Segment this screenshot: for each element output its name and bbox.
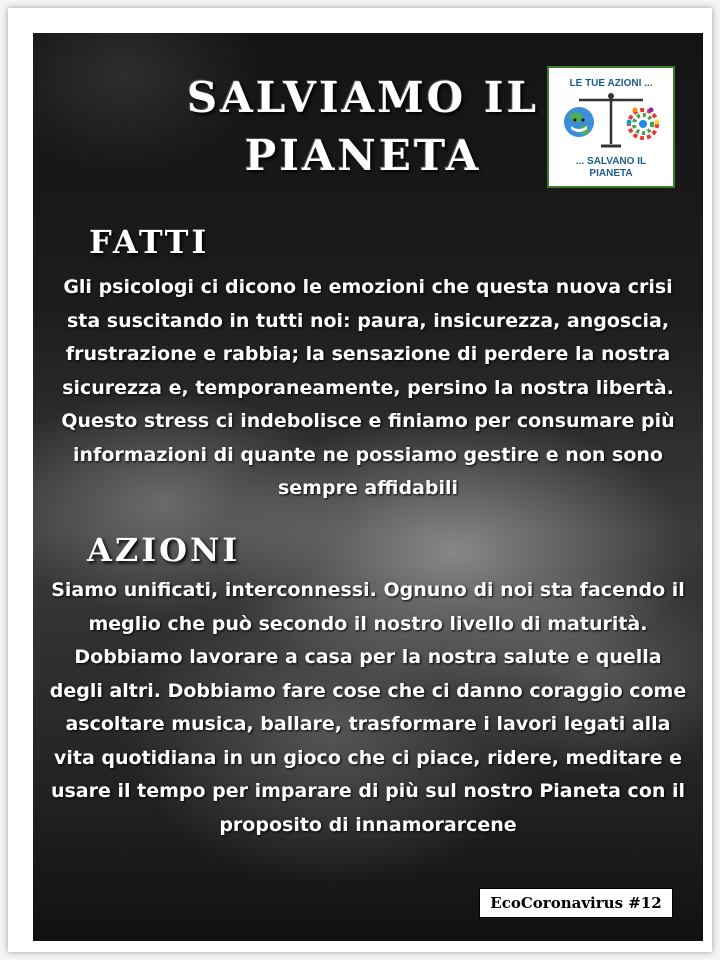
hashtag-label: EcoCoronavirus #12 — [479, 888, 673, 918]
logo-bottom-line-2: PIANETA — [589, 168, 633, 179]
fatti-paragraph: Gli psicologi ci dicono le emozioni che questa nuova crisi sta suscitando in tutti noi: paura, insicurezza, angoscia, frustrazione e rabbia; la sensazione di perdere la nostra sicurezza e, temporaneamente, persino la nostra libertà. Questo stress ci indebolisce e finiamo per consumare più informazioni di quante ne possiamo gestire e non sono sempre affidabili — [61, 276, 675, 499]
logo-top-text: LE TUE AZIONI ... — [569, 78, 653, 89]
poster — [33, 33, 703, 941]
page-title — [173, 69, 553, 185]
logo-bottom-text — [549, 156, 673, 180]
logo-bottom-line-1: ... SALVANO IL — [575, 156, 647, 167]
fatti-heading: FATTI — [89, 223, 210, 261]
title-line-2: PIANETA — [244, 131, 482, 180]
azioni-heading: AZIONI — [87, 531, 241, 569]
azioni-paragraph: Siamo unificati, interconnessi. Ognuno di noi sta facendo il meglio che può secondo il nostro livello di maturità. Dobbiamo lavorare a casa per la nostra salute e quella degli altri. Dobbiamo fare cose che ci danno coraggio come ascoltare musica, ballare, trasformare i lavori legati alla vita quotidiana in un gioco che ci piace, ridere, meditare e usare il tempo per imparare di più sul nostro Pianeta con il proposito di innamorarcene — [49, 579, 687, 836]
balance-scale-icon — [559, 92, 663, 148]
title-line-1: SALVIAMO IL — [186, 73, 540, 122]
picture-frame — [8, 8, 712, 952]
logo — [547, 66, 675, 188]
